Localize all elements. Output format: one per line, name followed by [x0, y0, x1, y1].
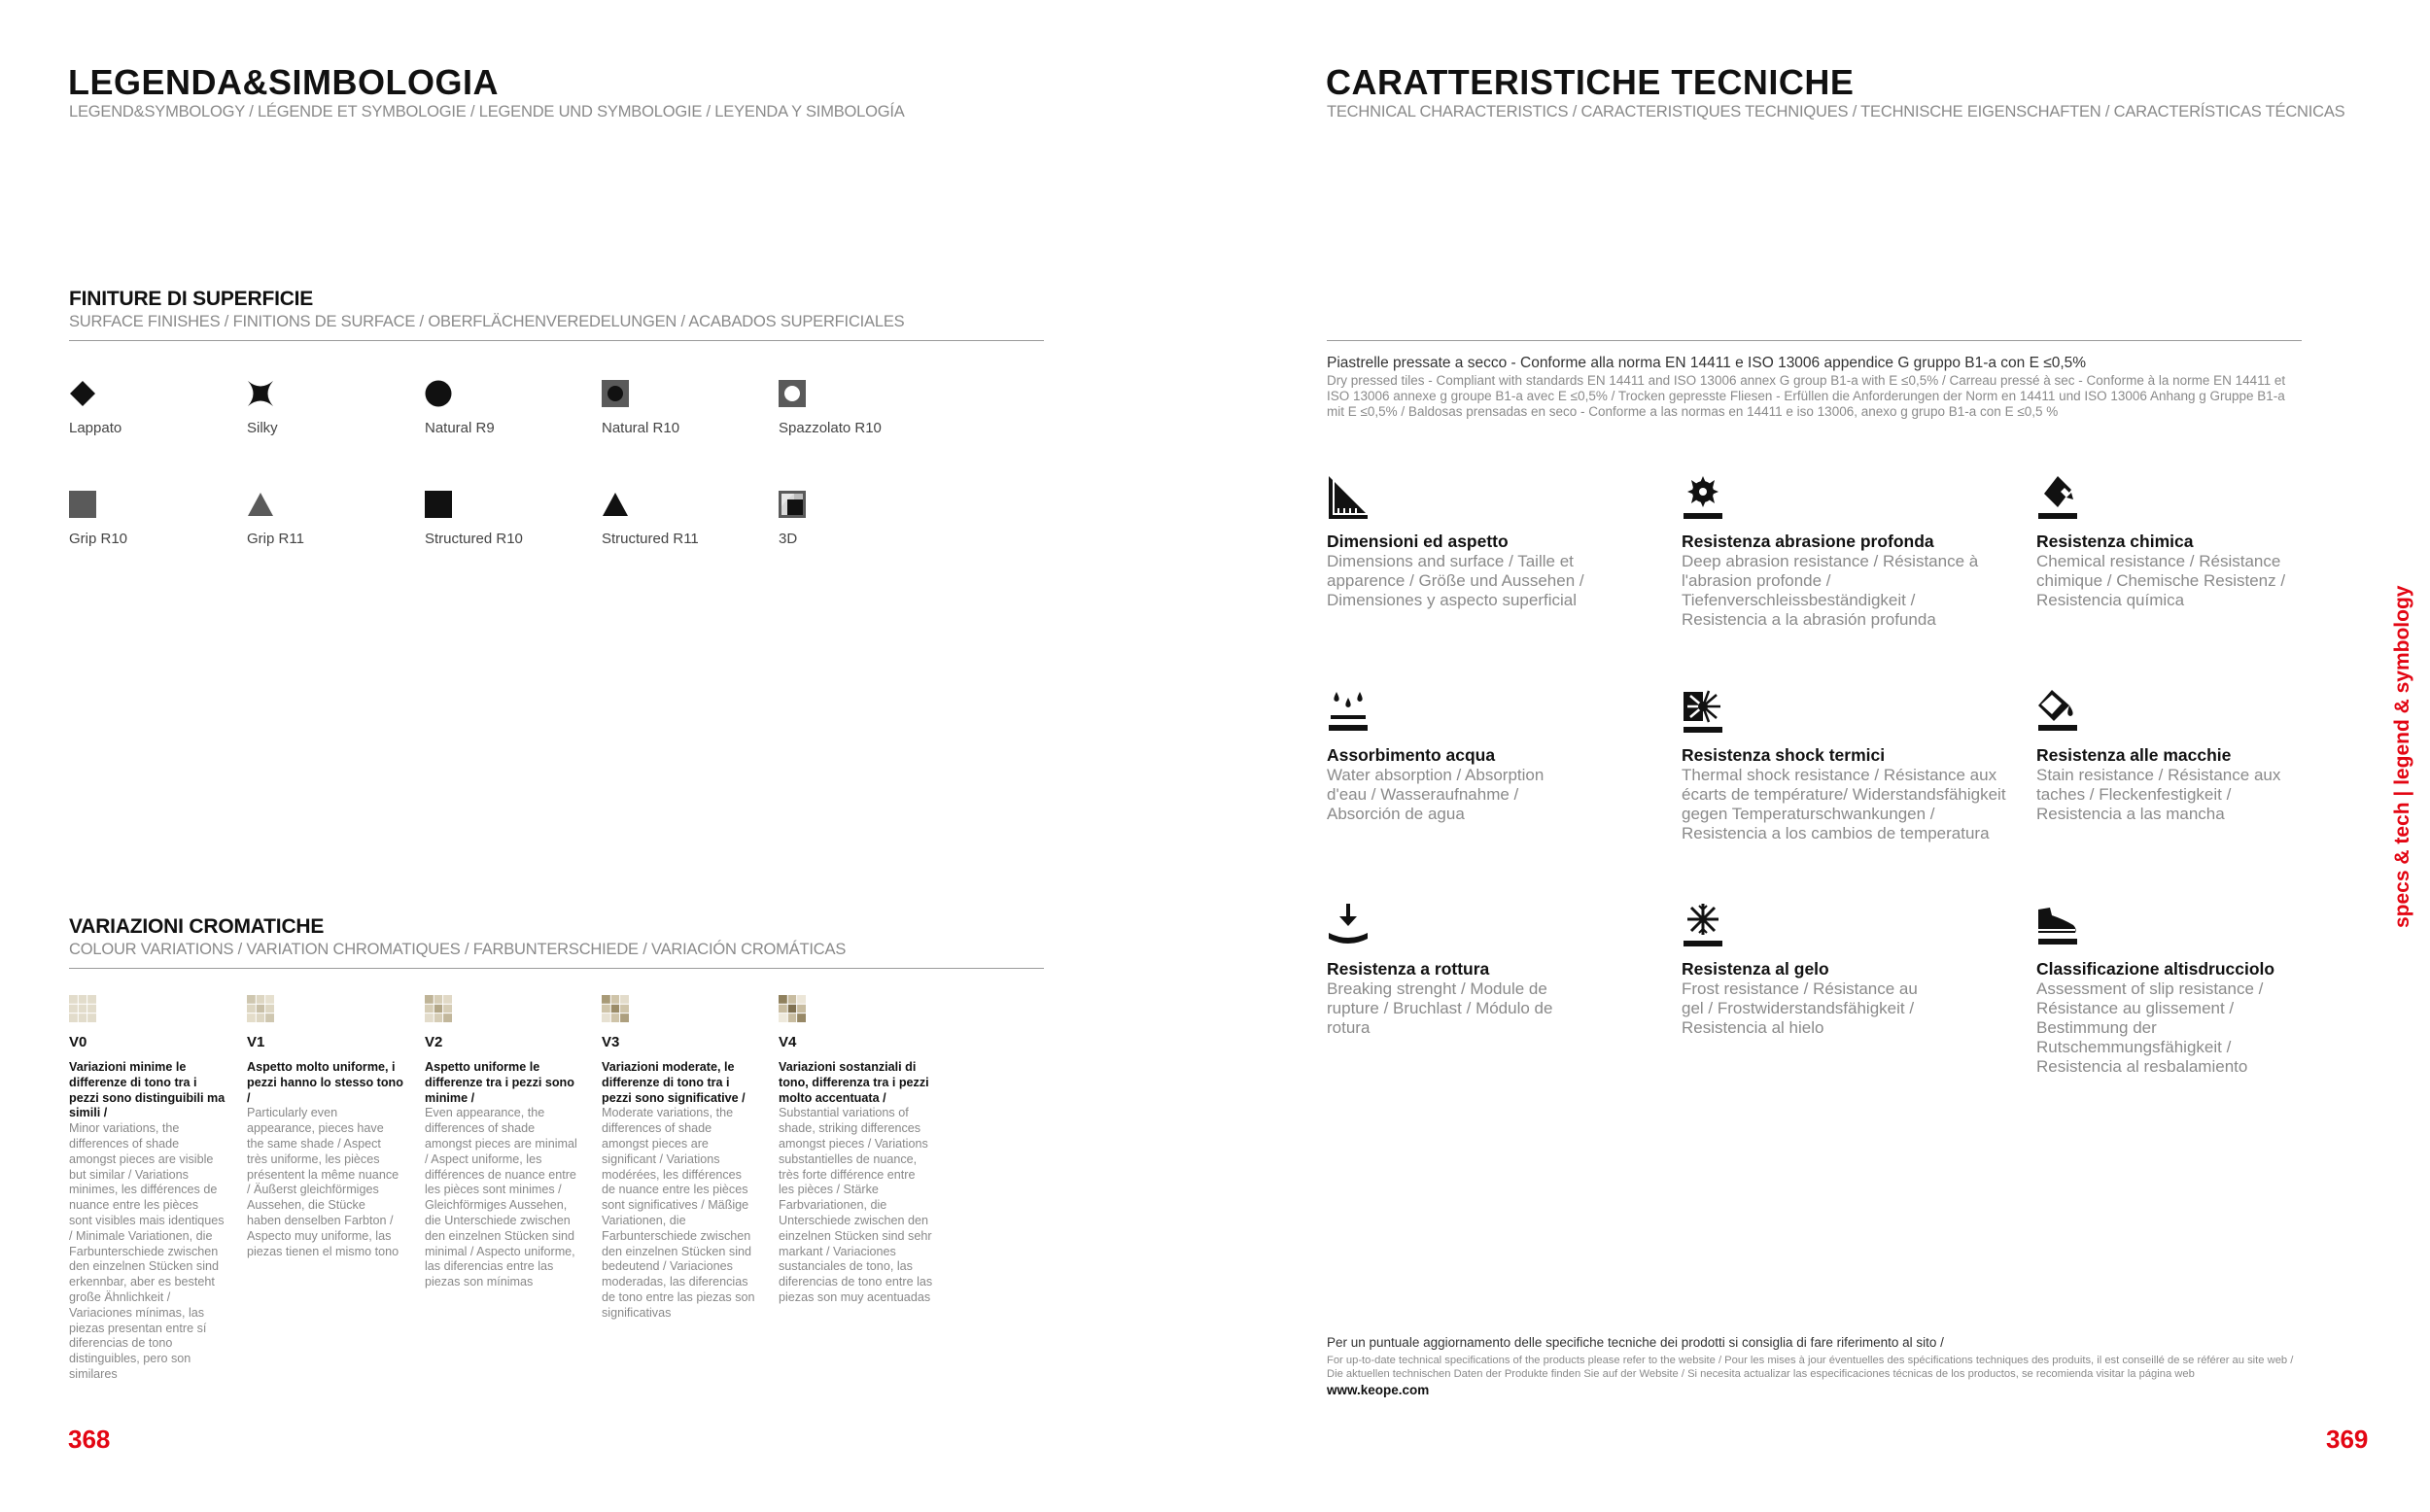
finish-label-spazzolato-r10: Spazzolato R10 — [779, 420, 882, 436]
char-stain-trans: Stain resistance / Résistance aux taches / Fleckenfestigkeit / Resistencia a las mancha — [2036, 766, 2281, 823]
v4-swatch-icon — [779, 995, 806, 1022]
v1-text: Particularly even appearance, pieces have the same shade / Aspect très uniforme, les pièces présentent la même nuance / Äußerst gleichförmiges Aussehen, die Stücke haben denselben Farbton / Aspecto muy uniforme, las piezas tienen el mismo tono — [247, 1106, 399, 1258]
v4-bold-text: Variazioni sostanziali di tono, differenza tra i pezzi molto accentuata / — [779, 1060, 929, 1105]
tech-rule — [1327, 340, 2302, 341]
char-abrasion-trans: Deep abrasion resistance / Résistance à l'abrasion profonde / Tiefenverschleissbeständigkeit / Resistencia a la abrasión profunda — [1682, 552, 1979, 629]
finish-label-structured-r11: Structured R11 — [602, 531, 699, 547]
star-icon — [247, 380, 274, 407]
finishes-subtitle: SURFACE FINISHES / FINITIONS DE SURFACE / OBERFLÄCHENVEREDELUNGEN / ACABADOS SUPERFICIALES — [69, 313, 905, 330]
v4-code: V4 — [779, 1034, 797, 1050]
v2-bold-text: Aspetto uniforme le differenze tra i pezzi sono minime / — [425, 1060, 574, 1105]
char-water-title: Assorbimento acqua — [1327, 745, 1496, 765]
char-thermal-shock-trans: Thermal shock resistance / Résistance aux écarts de température/ Widerstandsfähigkeit gegen Temperaturschwankungen / Resistencia a los cambios de temperatura — [1682, 766, 2006, 842]
v2-code: V2 — [425, 1034, 443, 1050]
v1-bold-text: Aspetto molto uniforme, i pezzi hanno lo stesso tono / — [247, 1060, 403, 1105]
v3-code: V3 — [602, 1034, 620, 1050]
char-dimensions-title: Dimensioni ed aspetto — [1327, 532, 1509, 551]
grey-triangle-icon — [247, 491, 274, 518]
v4-description — [779, 1060, 934, 1306]
grey-square-icon — [69, 491, 96, 518]
abrasion-icon — [1682, 474, 1724, 521]
left-page-subtitle: LEGEND&SYMBOLOGY / LÉGENDE ET SYMBOLOGIE / LEGENDE UND SYMBOLOGIE / LEYENDA Y SIMBOLOGÍA — [69, 103, 905, 120]
char-chemical-title: Resistenza chimica — [2036, 532, 2194, 551]
v2-swatch-icon — [425, 995, 452, 1022]
ring-square-icon — [779, 380, 806, 407]
frost-icon — [1682, 902, 1724, 948]
stain-icon — [2036, 688, 2079, 735]
finish-label-grip-r11: Grip R11 — [247, 531, 304, 547]
char-frost-trans: Frost resistance / Résistance au gel / Frostwiderstandsfähigkeit / Resistencia al hielo — [1682, 979, 1918, 1037]
black-triangle-icon — [602, 491, 629, 518]
v3-swatch-icon — [602, 995, 629, 1022]
tech-intro-translations: Dry pressed tiles - Compliant with standards EN 14411 and ISO 13006 annex G group B1-a with E ≤0,5% / Carreau pressé à sec - Conforme à la norme EN 14411 et ISO 13006 annexe g groupe B1-a avec E ≤0,5% / Trocken gepresste Fliesen - Erfüllen die Anforderungen der Norm en 14411 und ISO 13006 Anhang g Gruppe B1-a mit E ≤0,5% / Baldosas prensadas en seco - Conforme a las normas en 14411 e iso 13006, anexo g grupo B1-a con E ≤0,5 % — [1327, 373, 2286, 419]
v1-code: V1 — [247, 1034, 265, 1050]
v1-description — [247, 1060, 407, 1259]
finish-label-structured-r10: Structured R10 — [425, 531, 523, 547]
thermal-shock-icon — [1682, 688, 1724, 735]
footer-line-1: For up-to-date technical specifications of the products please refer to the website / Pour les mises à jour éventuelles des spécifications techniques des produits, il est conseillé de se référer au site web / — [1327, 1355, 2294, 1366]
finishes-rule — [69, 340, 1044, 341]
char-stain-title: Resistenza alle macchie — [2036, 745, 2232, 765]
v2-text: Even appearance, the differences of shade amongst pieces are minimal / Aspect uniforme, les différences de nuance entre les pièces sont minimes / Gleichförmiges Aussehen, die Unterschiede zwischen den einzelnen Stücken sind minimal / Aspecto uniforme, las diferencias entre las piezas son mínimas — [425, 1106, 577, 1289]
char-slip-trans: Assessment of slip resistance / Résistance au glissement / Bestimmung der Rutschemmungsfähigkeit / Resistencia al resbalamiento — [2036, 979, 2264, 1076]
char-chemical-trans: Chemical resistance / Résistance chimique / Chemische Resistenz / Resistencia química — [2036, 552, 2286, 609]
finish-label-grip-r10: Grip R10 — [69, 531, 128, 547]
right-page-title: CARATTERISTICHE TECNICHE — [1326, 62, 1855, 102]
finish-label-3d: 3D — [779, 531, 798, 547]
tech-intro-main: Piastrelle pressate a secco - Conforme alla norma EN 14411 e ISO 13006 appendice G gruppo B1-a con E ≤0,5% — [1327, 355, 2087, 371]
variations-title: VARIAZIONI CROMATICHE — [69, 915, 325, 938]
v3-bold-text: Variazioni moderate, le differenze di tono tra i pezzi sono significative / — [602, 1060, 746, 1105]
char-frost — [1682, 959, 1934, 1038]
char-chemical — [2036, 532, 2289, 610]
char-frost-title: Resistenza al gelo — [1682, 959, 1829, 979]
slip-icon — [2036, 902, 2079, 948]
v0-swatch-icon — [69, 995, 96, 1022]
char-thermal-shock-title: Resistenza shock termici — [1682, 745, 1886, 765]
finish-label-natural-r9: Natural R9 — [425, 420, 495, 436]
char-thermal-shock — [1682, 745, 2007, 843]
v0-bold-text: Variazioni minime le differenze di tono tra i pezzi sono distinguibili ma simili / — [69, 1060, 226, 1120]
dot-square-icon — [602, 380, 629, 407]
right-page-number: 369 — [2326, 1425, 2369, 1454]
left-page-title: LEGENDA&SIMBOLOGIA — [68, 62, 500, 102]
footer-main: Per un puntuale aggiornamento delle specifiche tecniche dei prodotti si consiglia di fare riferimento al sito / — [1327, 1335, 1944, 1350]
finish-label-silky: Silky — [247, 420, 278, 436]
v3-description — [602, 1060, 757, 1322]
breaking-icon — [1327, 902, 1370, 948]
footer-line-2: Die aktuellen technischen Daten der Produkte finden Sie auf der Website / Si necesita actualizar las especificaciones técnicas de los productos, se recomienda visitar la página web — [1327, 1368, 2195, 1380]
char-slip-title: Classificazione altisdrucciolo — [2036, 959, 2275, 979]
sidebar-section-label: specs & tech | legend & symbology — [2391, 585, 2413, 928]
v1-swatch-icon — [247, 995, 274, 1022]
variations-rule — [69, 968, 1044, 969]
v0-description — [69, 1060, 229, 1383]
v0-code: V0 — [69, 1034, 87, 1050]
diamond-icon — [69, 380, 96, 407]
3d-icon — [779, 491, 806, 518]
finishes-title: FINITURE DI SUPERFICIE — [69, 288, 314, 310]
dimensions-icon — [1327, 474, 1370, 521]
char-stain — [2036, 745, 2289, 824]
char-breaking-trans: Breaking strenght / Module de rupture / Bruchlast / Módulo de rotura — [1327, 979, 1553, 1037]
left-page-number: 368 — [68, 1425, 111, 1454]
finish-label-natural-r10: Natural R10 — [602, 420, 680, 436]
char-dimensions-trans: Dimensions and surface / Taille et apparence / Größe und Aussehen / Dimensiones y aspecto superficial — [1327, 552, 1584, 609]
v0-text: Minor variations, the differences of shade amongst pieces are visible but similar / Variations minimes, les différences de nuance entre les pièces sont visibles mais identiques / Minimale Variationen, die Farbunterschiede zwischen den einzelnen Stücken sind erkennbar, aber es besteht große Ähnlichkeit / Variaciones mínimas, las piezas presentan entre sí diferencias de tono distinguibles, pero son similares — [69, 1121, 225, 1381]
v3-text: Moderate variations, the differences of shade amongst pieces are significant / Variations modérées, les différences de nuance entre les pièces sont significatives / Mäßige Variationen, die Farbunterschiede zwischen den einzelnen Stücken sind bedeutend / Variaciones moderadas, las diferencias de tono entre las piezas son significativas — [602, 1106, 755, 1320]
char-water-trans: Water absorption / Absorption d'eau / Wasseraufnahme / Absorción de agua — [1327, 766, 1545, 823]
char-breaking — [1327, 959, 1580, 1038]
website-link[interactable]: www.keope.com — [1327, 1383, 1430, 1397]
v2-description — [425, 1060, 585, 1290]
right-page-subtitle: TECHNICAL CHARACTERISTICS / CARACTERISTIQUES TECHNIQUES / TECHNISCHE EIGENSCHAFTEN / CARACTERÍSTICAS TÉCNICAS — [1327, 103, 2345, 120]
char-breaking-title: Resistenza a rottura — [1327, 959, 1490, 979]
char-water — [1327, 745, 1580, 824]
char-abrasion — [1682, 532, 1983, 630]
chemical-icon — [2036, 474, 2079, 521]
char-dimensions — [1327, 532, 1618, 610]
variations-subtitle: COLOUR VARIATIONS / VARIATION CHROMATIQUES / FARBUNTERSCHIEDE / VARIACIÓN CROMÁTICAS — [69, 941, 847, 958]
circle-icon — [425, 380, 452, 407]
char-slip — [2036, 959, 2299, 1077]
char-abrasion-title: Resistenza abrasione profonda — [1682, 532, 1934, 551]
finish-label-lappato: Lappato — [69, 420, 122, 436]
black-square-icon — [425, 491, 452, 518]
water-icon — [1327, 688, 1370, 735]
v4-text: Substantial variations of shade, striking differences amongst pieces / Variations substantielles de nuance, très forte différence entre les pièces / Stärke Farbvariationen, die Unterschiede zwischen den einzelnen Stücken sind sehr markant / Variaciones sustanciales de tono, las diferencias de tono entre las piezas son muy acentuadas — [779, 1106, 933, 1304]
